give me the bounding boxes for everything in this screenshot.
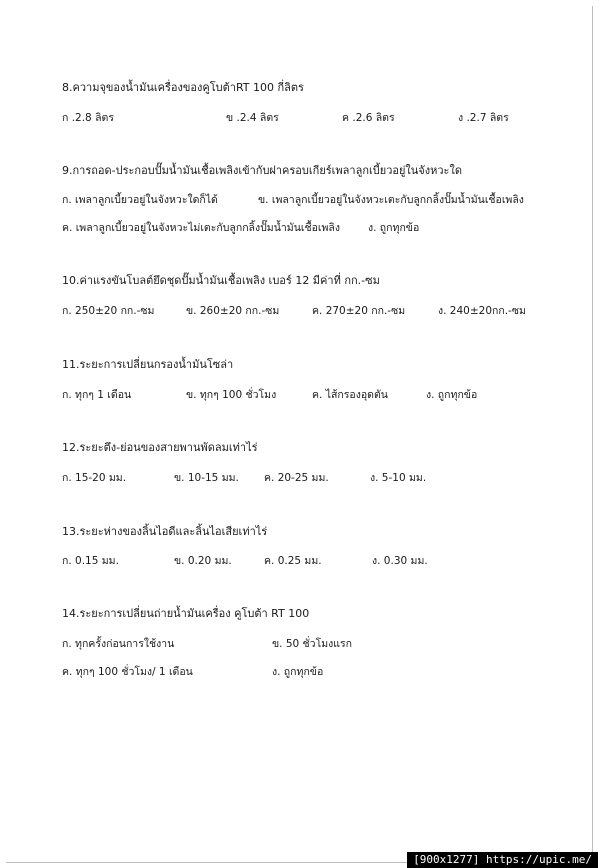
question-13-option-d: ง. 0.30 มม. <box>372 555 428 567</box>
question-8-option-d: ง .2.7 ลิตร <box>458 112 509 124</box>
question-8-option-a: ก .2.8 ลิตร <box>62 112 114 124</box>
question-10-stem: 10.ค่าแรงขันโบลต์ยึดชุดปั๊มน้ำมันเชื้อเพลิง เบอร์ 12 มีค่าที่ กก.-ซม <box>62 274 380 287</box>
question-8-stem: 8.ความจุของน้ำมันเครื่องของคูโบต้าRT 100 กี่ลิตร <box>62 81 304 94</box>
question-9-stem: 9.การถอด-ประกอบปั๊มน้ำมันเชื้อเพลิงเข้ากับฝาครอบเกียร์เพลาลูกเบี้ยวอยู่ในจังหวะใด <box>62 164 462 177</box>
question-13-stem: 13.ระยะห่างของลิ้นไอดีและลิ้นไอเสียเท่าไร่ <box>62 525 268 538</box>
exam-page <box>6 6 593 863</box>
question-14-option-d: ง. ถูกทุกข้อ <box>272 666 324 678</box>
question-9-option-d: ง. ถูกทุกข้อ <box>368 222 420 234</box>
question-10-option-c: ค. 270±20 กก.-ซม <box>312 305 406 317</box>
question-14-option-c: ค. ทุกๆ 100 ชั่วโมง/ 1 เดือน <box>62 666 193 678</box>
question-9-option-a: ก. เพลาลูกเบี้ยวอยู่ในจังหวะใดก็ได้ <box>62 194 218 206</box>
upload-watermark: [900x1277] https://upic.me/ <box>407 852 598 868</box>
question-13-option-c: ค. 0.25 มม. <box>264 555 322 567</box>
question-9-option-b: ข. เพลาลูกเบี้ยวอยู่ในจังหวะเตะกับลูกกลิ้งปั๊มน้ำมันเชื้อเพลิง <box>258 194 524 206</box>
question-12-stem: 12.ระยะตึง-ย่อนของสายพานพัดลมเท่าไร่ <box>62 441 258 454</box>
question-12-option-d: ง. 5-10 มม. <box>370 472 427 484</box>
question-12-option-c: ค. 20-25 มม. <box>264 472 329 484</box>
question-8-option-c: ค .2.6 ลิตร <box>342 112 395 124</box>
question-14-option-b: ข. 50 ชั่วโมงแรก <box>272 638 353 650</box>
question-10-option-b: ข. 260±20 กก.-ซม <box>186 305 280 317</box>
question-12-option-a: ก. 15-20 มม. <box>62 472 127 484</box>
question-12-option-b: ข. 10-15 มม. <box>174 472 239 484</box>
question-10-option-a: ก. 250±20 กก.-ซม <box>62 305 155 317</box>
question-13-option-b: ข. 0.20 มม. <box>174 555 232 567</box>
question-14-option-a: ก. ทุกครั้งก่อนการใช้งาน <box>62 638 175 650</box>
question-11-option-c: ค. ไส้กรองอุดตัน <box>312 389 388 401</box>
question-11-option-d: ง. ถูกทุกข้อ <box>426 389 478 401</box>
question-14-stem: 14.ระยะการเปลี่ยนถ่ายน้ำมันเครื่อง คูโบต้า RT 100 <box>62 607 310 620</box>
question-11-option-b: ข. ทุกๆ 100 ชั่วโมง <box>186 389 277 401</box>
question-11-stem: 11.ระยะการเปลี่ยนกรองน้ำมันโซล่า <box>62 358 234 371</box>
question-13-option-a: ก. 0.15 มม. <box>62 555 119 567</box>
question-11-option-a: ก. ทุกๆ 1 เดือน <box>62 389 132 401</box>
question-10-option-d: ง. 240±20กก.-ซม <box>438 305 526 317</box>
question-9-option-c: ค. เพลาลูกเบี้ยวอยู่ในจังหวะไม่เตะกับลูกกลิ้งปั๊มน้ำมันเชื้อเพลิง <box>62 222 340 234</box>
question-8-option-b: ข .2.4 ลิตร <box>226 112 279 124</box>
